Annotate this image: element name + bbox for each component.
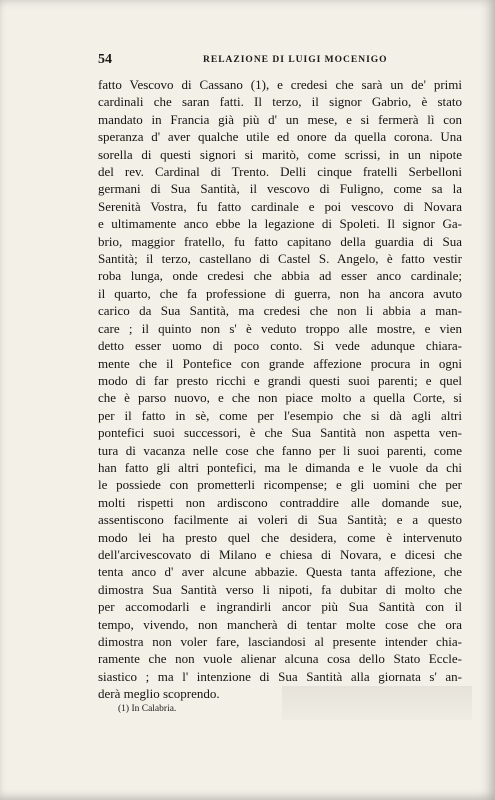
body-paragraph	[98, 76, 462, 703]
text-line: roba lunga, onde credesi che abbia ad esser anco cardinale;	[98, 268, 462, 284]
text-line: ramente che non vuole alienar alcuna cosa dello Stato Eccle-	[98, 651, 462, 667]
text-line: han fatto gli altri pontefici, ma le dimanda e le vuole da chi	[98, 459, 462, 475]
text-line: le possiede con prometterli ricompense; e gli uomini che per	[98, 477, 462, 493]
text-line: assentiscono facilmente ai voleri di Sua Santità; e a questo	[98, 512, 462, 528]
running-head	[98, 52, 460, 70]
text-line: Santità; il terzo, castellano di Castel S. Angelo, è fatto vestir	[98, 251, 462, 267]
text-line: pontefici suoi successori, è che Sua Santità non aspetta ven-	[98, 425, 462, 441]
text-line: dell'arcivescovato di Milano e chiesa di Novara, e dicesi che	[98, 546, 462, 562]
text-line: modo lei ha presto quel che desidera, come è intervenuto	[98, 529, 462, 545]
page-number: 54	[98, 52, 112, 67]
text-line: brio, maggior fratello, fu fatto capitano della guardia di Sua	[98, 233, 462, 249]
text-line: germani di Sua Santità, il vescovo di Fuligno, come sa la	[98, 181, 462, 197]
text-line: tempo, vivendo, non mancherà di tentar molte cose che ora	[98, 616, 462, 632]
text-line: speranza d' aver qualche utile ed onore da quella corona. Una	[98, 129, 462, 145]
text-line: che è parso nuovo, e che non piace molto a quella Corte, si	[98, 390, 462, 406]
text-line: modo di far presto ricchi e grandi questi suoi parenti; e quel	[98, 372, 462, 388]
text-line: e ultimamente anco ebbe la legazione di Spoleti. Il signor Ga-	[98, 216, 462, 232]
text-line: il quarto, che fa professione di guerra, non ha ancora avuto	[98, 285, 462, 301]
text-line: derà meglio scoprendo.	[98, 686, 220, 702]
text-line: siastico ; ma l' intenzione di Sua Santità alla giornata s' an-	[98, 668, 462, 684]
text-line: Serenità Vostra, fu fatto cardinale e poi vescovo di Novara	[98, 198, 462, 214]
text-line: del rev. Cardinal di Trento. Delli cinque fratelli Serbelloni	[98, 164, 462, 180]
text-line: sorella di questi signori si maritò, come scrissi, in un nipote	[98, 146, 462, 162]
footnote: (1) In Calabria.	[118, 704, 177, 714]
text-line: care ; il quinto non s' è veduto troppo alle mostre, e vien	[98, 320, 462, 336]
text-line: molti rispetti non ardiscono contraddire alle domande sue,	[98, 494, 462, 510]
text-line: carico da Sua Santità, ma credesi che non li abbia a man-	[98, 303, 462, 319]
text-line: mandato in Francia già più d' un mese, e si fermerà lì con	[98, 111, 462, 127]
text-line: tura di vacanza nelle cose che fanno per li suoi parenti, come	[98, 442, 462, 458]
text-line: tenta anco d' aver alcune abbazie. Questa tanta affezione, che	[98, 564, 462, 580]
text-line: detto esser uomo di poco conto. Si vede adunque chiara-	[98, 338, 462, 354]
text-line: dimostra Sua Santità verso li nipoti, fa dubitar di molto che	[98, 581, 462, 597]
text-line: per il fatto in sè, come per l'esempio che si dà agli altri	[98, 407, 462, 423]
text-line: per accomodarli e ingrandirli ancor più Sua Santità con il	[98, 599, 462, 615]
text-line: mente che il Pontefice con grande affezione procura in ogni	[98, 355, 462, 371]
text-line: dimostra non voler fare, lasciandosi al presente intender chia-	[98, 634, 462, 649]
text-line: fatto Vescovo di Cassano (1), e credesi che sarà un de' primi	[98, 77, 462, 92]
text-line: cardinali che saran fatti. Il terzo, il signor Gabrio, è stato	[98, 94, 462, 110]
running-title: RELAZIONE DI LUIGI MOCENIGO	[203, 55, 388, 65]
